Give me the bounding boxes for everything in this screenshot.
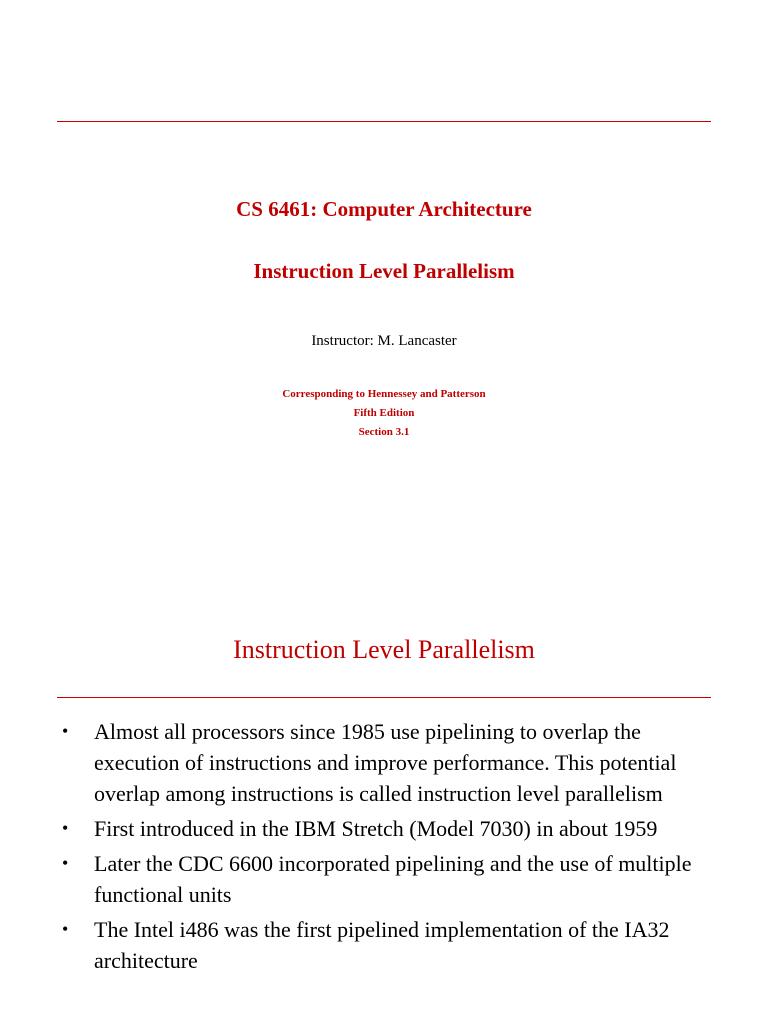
- bullet-marker: •: [62, 818, 69, 838]
- bullet-text: First introduced in the IBM Stretch (Model 7030) in about 1959: [94, 816, 658, 841]
- course-title: CS 6461: Computer Architecture: [236, 197, 532, 221]
- bullet-list: [62, 716, 712, 980]
- bullet-item: [62, 813, 712, 844]
- title-divider: [57, 697, 711, 698]
- bullet-item: [62, 848, 712, 910]
- bullet-marker: •: [62, 919, 69, 939]
- bullet-marker: •: [62, 853, 69, 873]
- bullet-marker: •: [62, 721, 69, 741]
- reference-line-book: Corresponding to Hennessey and Patterson: [282, 388, 486, 400]
- lecture-title: Instruction Level Parallelism: [253, 259, 515, 283]
- reference-line-edition: Fifth Edition: [353, 407, 415, 419]
- bullet-text: The Intel i486 was the first pipelined implementation of the IA32 architecture: [94, 917, 670, 973]
- bullet-text: Almost all processors since 1985 use pipelining to overlap the execution of instructions and improve performance. This potential overlap among instructions is called instruction level parallelism: [94, 719, 677, 806]
- reference-line-section: Section 3.1: [358, 426, 410, 438]
- bullet-item: [62, 914, 712, 976]
- slide-title: Instruction Level Parallelism: [233, 635, 535, 664]
- bullet-text: Later the CDC 6600 incorporated pipelining and the use of multiple functional units: [94, 851, 692, 907]
- top-divider: [57, 121, 711, 122]
- textbook-reference: [0, 385, 768, 442]
- bullet-item: [62, 716, 712, 809]
- instructor-line: Instructor: M. Lancaster: [311, 333, 457, 349]
